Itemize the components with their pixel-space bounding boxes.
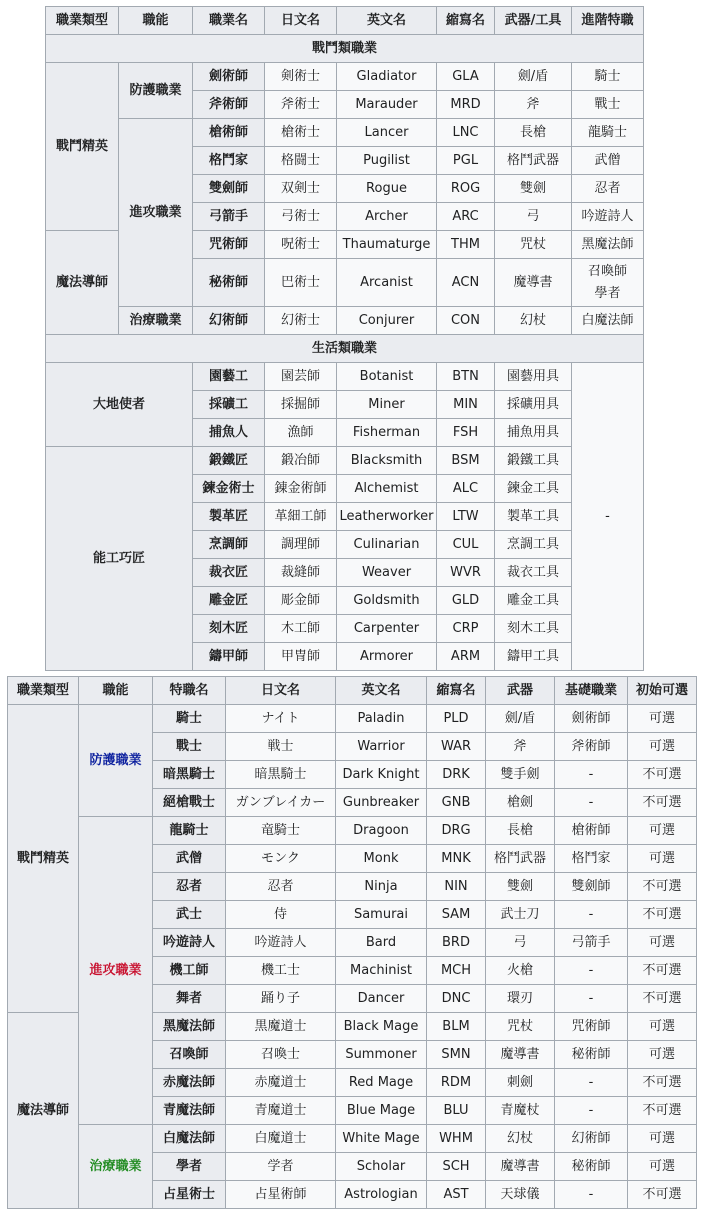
advanced-job: 忍者 [572, 175, 644, 203]
job-name: 騎士 [153, 705, 226, 733]
section-row [46, 35, 644, 63]
jp-name: 錬金術師 [265, 475, 337, 503]
jp-name: 調理師 [265, 531, 337, 559]
col-header: 英文名 [337, 7, 437, 35]
weapon: 長槍 [495, 119, 572, 147]
table-row [46, 63, 644, 91]
abbr: DRK [427, 761, 486, 789]
tool: 鑄甲工具 [495, 643, 572, 671]
weapon: 幻杖 [486, 1125, 555, 1153]
jp-name: 侍 [226, 901, 336, 929]
advanced-job-2: 學者 [594, 285, 621, 301]
jp-name: 彫金師 [265, 587, 337, 615]
job-name: 占星術士 [153, 1181, 226, 1209]
weapon: 格鬥武器 [495, 147, 572, 175]
en-name: Ninja [336, 873, 427, 901]
advanced-job-1: 召喚師 [587, 263, 627, 279]
jp-name: 白魔道士 [226, 1125, 336, 1153]
initial-selectable: 不可選 [628, 957, 697, 985]
en-name: Gladiator [337, 63, 437, 91]
abbr: ALC [437, 475, 495, 503]
weapon: 雙手劍 [486, 761, 555, 789]
weapon: 雙劍 [495, 175, 572, 203]
weapon: 魔導書 [486, 1153, 555, 1181]
abbr: BLM [427, 1013, 486, 1041]
abbr: ROG [437, 175, 495, 203]
initial-selectable: 不可選 [628, 1069, 697, 1097]
job-name: 武僧 [153, 845, 226, 873]
en-name: Warrior [336, 733, 427, 761]
class-name: 秘術師 [193, 259, 265, 307]
abbr: WHM [427, 1125, 486, 1153]
jp-name: 木工師 [265, 615, 337, 643]
abbr: CRP [437, 615, 495, 643]
base-class: 劍術師 [555, 705, 628, 733]
en-name: Scholar [336, 1153, 427, 1181]
en-name: Thaumaturge [337, 231, 437, 259]
job-name: 召喚師 [153, 1041, 226, 1069]
abbr: MIN [437, 391, 495, 419]
col-header: 職能 [119, 7, 193, 35]
en-name: Pugilist [337, 147, 437, 175]
col-header: 初始可選 [628, 677, 697, 705]
class-name: 幻術師 [193, 307, 265, 335]
initial-selectable: 不可選 [628, 789, 697, 817]
base-class: - [555, 1097, 628, 1125]
en-name: Dragoon [336, 817, 427, 845]
class-name: 雕金匠 [193, 587, 265, 615]
en-name: Gunbreaker [336, 789, 427, 817]
class-name: 劍術師 [193, 63, 265, 91]
tool: 刻木工具 [495, 615, 572, 643]
jp-name: 吟遊詩人 [226, 929, 336, 957]
tool: 雕金工具 [495, 587, 572, 615]
advanced-job: 白魔法師 [572, 307, 644, 335]
class-name: 製革匠 [193, 503, 265, 531]
abbr: SMN [427, 1041, 486, 1069]
advanced-job-none: - [572, 363, 644, 671]
class-name: 咒術師 [193, 231, 265, 259]
en-name: Rogue [337, 175, 437, 203]
col-header: 武器/工具 [495, 7, 572, 35]
jp-name: ガンブレイカー [226, 789, 336, 817]
jp-name: 園芸師 [265, 363, 337, 391]
type-cell: 大地使者 [46, 363, 193, 447]
section-row [46, 335, 644, 363]
weapon: 斧 [486, 733, 555, 761]
col-header: 進階特職 [572, 7, 644, 35]
col-header: 基礎職業 [555, 677, 628, 705]
jp-name: 機工士 [226, 957, 336, 985]
en-name: Monk [336, 845, 427, 873]
abbr: BRD [427, 929, 486, 957]
col-header: 特職名 [153, 677, 226, 705]
job-name: 忍者 [153, 873, 226, 901]
col-header: 英文名 [336, 677, 427, 705]
base-class: - [555, 985, 628, 1013]
jp-name: 学者 [226, 1153, 336, 1181]
jp-name: 漁師 [265, 419, 337, 447]
jp-name: 巴術士 [265, 259, 337, 307]
initial-selectable: 不可選 [628, 1181, 697, 1209]
en-name: Blue Mage [336, 1097, 427, 1125]
weapon: 格鬥武器 [486, 845, 555, 873]
table-row [8, 817, 697, 845]
class-name: 採礦工 [193, 391, 265, 419]
advanced-job: 武僧 [572, 147, 644, 175]
job-name: 黑魔法師 [153, 1013, 226, 1041]
job-name: 龍騎士 [153, 817, 226, 845]
abbr: ARC [437, 203, 495, 231]
en-name: Dancer [336, 985, 427, 1013]
tool: 鍊金工具 [495, 475, 572, 503]
jp-name: 赤魔道士 [226, 1069, 336, 1097]
class-name: 鍊金術士 [193, 475, 265, 503]
type-cell: 戰鬥精英 [46, 63, 119, 231]
advanced-job: 戰士 [572, 91, 644, 119]
class-name: 弓箭手 [193, 203, 265, 231]
abbr: AST [427, 1181, 486, 1209]
abbr: PGL [437, 147, 495, 175]
type-cell: 魔法導師 [8, 1013, 79, 1209]
abbr: GLD [437, 587, 495, 615]
weapon: 弓 [486, 929, 555, 957]
initial-selectable: 可選 [628, 845, 697, 873]
weapon: 咒杖 [495, 231, 572, 259]
jp-name: 踊り子 [226, 985, 336, 1013]
role-cell: 治療職業 [79, 1125, 153, 1209]
section-title-life: 生活類職業 [46, 335, 644, 363]
en-name: White Mage [336, 1125, 427, 1153]
abbr: DNC [427, 985, 486, 1013]
job-name: 機工師 [153, 957, 226, 985]
role-cell: 治療職業 [119, 307, 193, 335]
base-class: 幻術師 [555, 1125, 628, 1153]
jp-name: 革細工師 [265, 503, 337, 531]
en-name: Botanist [337, 363, 437, 391]
col-header: 武器 [486, 677, 555, 705]
weapon: 咒杖 [486, 1013, 555, 1041]
en-name: Conjurer [337, 307, 437, 335]
jp-name: ナイト [226, 705, 336, 733]
abbr: WVR [437, 559, 495, 587]
weapon: 魔導書 [495, 259, 572, 307]
en-name: Astrologian [336, 1181, 427, 1209]
role-cell: 進攻職業 [119, 119, 193, 307]
job-table [7, 676, 697, 1209]
jp-name: 格闘士 [265, 147, 337, 175]
class-name: 裁衣匠 [193, 559, 265, 587]
jp-name: 暗黒騎士 [226, 761, 336, 789]
class-name: 鑄甲師 [193, 643, 265, 671]
jp-name: 鍛冶師 [265, 447, 337, 475]
role-cell: 進攻職業 [79, 817, 153, 1125]
initial-selectable: 可選 [628, 817, 697, 845]
base-class: 格鬥家 [555, 845, 628, 873]
base-class: 槍術師 [555, 817, 628, 845]
weapon: 火槍 [486, 957, 555, 985]
abbr: THM [437, 231, 495, 259]
base-class: 斧術師 [555, 733, 628, 761]
abbr: MNK [427, 845, 486, 873]
header-row [8, 677, 697, 705]
en-name: Blacksmith [337, 447, 437, 475]
class-name: 刻木匠 [193, 615, 265, 643]
type-cell: 魔法導師 [46, 231, 119, 335]
class-name: 捕魚人 [193, 419, 265, 447]
advanced-job [572, 259, 644, 307]
type-cell: 戰鬥精英 [8, 705, 79, 1013]
class-name: 格鬥家 [193, 147, 265, 175]
en-name: Leatherworker [337, 503, 437, 531]
initial-selectable: 可選 [628, 929, 697, 957]
base-class: - [555, 789, 628, 817]
class-name: 園藝工 [193, 363, 265, 391]
weapon: 魔導書 [486, 1041, 555, 1069]
base-class: 秘術師 [555, 1153, 628, 1181]
table-row [8, 705, 697, 733]
tool: 裁衣工具 [495, 559, 572, 587]
class-name: 雙劍師 [193, 175, 265, 203]
en-name: Arcanist [337, 259, 437, 307]
base-class: - [555, 957, 628, 985]
abbr: LNC [437, 119, 495, 147]
en-name: Weaver [337, 559, 437, 587]
tool: 採礦用具 [495, 391, 572, 419]
en-name: Culinarian [337, 531, 437, 559]
base-class: 咒術師 [555, 1013, 628, 1041]
job-name: 學者 [153, 1153, 226, 1181]
type-cell: 能工巧匠 [46, 447, 193, 671]
jp-name: 竜騎士 [226, 817, 336, 845]
abbr: ACN [437, 259, 495, 307]
jp-name: 槍術士 [265, 119, 337, 147]
abbr: WAR [427, 733, 486, 761]
tool: 烹調工具 [495, 531, 572, 559]
col-header: 日文名 [226, 677, 336, 705]
weapon: 劍/盾 [495, 63, 572, 91]
advanced-job: 黑魔法師 [572, 231, 644, 259]
en-name: Machinist [336, 957, 427, 985]
abbr: CON [437, 307, 495, 335]
base-class: - [555, 1181, 628, 1209]
abbr: SAM [427, 901, 486, 929]
role-cell: 防護職業 [119, 63, 193, 119]
col-header: 職業名 [193, 7, 265, 35]
abbr: GLA [437, 63, 495, 91]
jp-name: 青魔道士 [226, 1097, 336, 1125]
base-class: - [555, 761, 628, 789]
abbr: BLU [427, 1097, 486, 1125]
jp-name: 剣術士 [265, 63, 337, 91]
en-name: Dark Knight [336, 761, 427, 789]
col-header: 縮寫名 [437, 7, 495, 35]
jp-name: 呪術士 [265, 231, 337, 259]
initial-selectable: 可選 [628, 1013, 697, 1041]
initial-selectable: 可選 [628, 733, 697, 761]
base-class: - [555, 1069, 628, 1097]
jp-name: 甲冑師 [265, 643, 337, 671]
abbr: ARM [437, 643, 495, 671]
weapon: 幻杖 [495, 307, 572, 335]
class-name: 鍛鐵匠 [193, 447, 265, 475]
jp-name: 忍者 [226, 873, 336, 901]
weapon: 雙劍 [486, 873, 555, 901]
table-row [8, 1125, 697, 1153]
abbr: RDM [427, 1069, 486, 1097]
col-header: 日文名 [265, 7, 337, 35]
job-name: 武士 [153, 901, 226, 929]
abbr: LTW [437, 503, 495, 531]
abbr: SCH [427, 1153, 486, 1181]
col-header: 縮寫名 [427, 677, 486, 705]
en-name: Fisherman [337, 419, 437, 447]
table-row [46, 119, 644, 147]
en-name: Carpenter [337, 615, 437, 643]
jp-name: 採掘師 [265, 391, 337, 419]
initial-selectable: 可選 [628, 705, 697, 733]
en-name: Lancer [337, 119, 437, 147]
job-name: 白魔法師 [153, 1125, 226, 1153]
weapon: 斧 [495, 91, 572, 119]
base-class: 秘術師 [555, 1041, 628, 1069]
jp-name: 召喚士 [226, 1041, 336, 1069]
initial-selectable: 不可選 [628, 873, 697, 901]
jp-name: 双剣士 [265, 175, 337, 203]
weapon: 天球儀 [486, 1181, 555, 1209]
initial-selectable: 不可選 [628, 901, 697, 929]
abbr: CUL [437, 531, 495, 559]
initial-selectable: 不可選 [628, 985, 697, 1013]
abbr: MRD [437, 91, 495, 119]
class-name: 烹調師 [193, 531, 265, 559]
advanced-job: 龍騎士 [572, 119, 644, 147]
jp-name: 斧術士 [265, 91, 337, 119]
col-header: 職業類型 [46, 7, 119, 35]
weapon: 弓 [495, 203, 572, 231]
role-cell: 防護職業 [79, 705, 153, 817]
initial-selectable: 可選 [628, 1041, 697, 1069]
job-name: 青魔法師 [153, 1097, 226, 1125]
advanced-job: 騎士 [572, 63, 644, 91]
jp-name: 黒魔道士 [226, 1013, 336, 1041]
en-name: Marauder [337, 91, 437, 119]
tool: 製革工具 [495, 503, 572, 531]
en-name: Miner [337, 391, 437, 419]
initial-selectable: 可選 [628, 1125, 697, 1153]
en-name: Summoner [336, 1041, 427, 1069]
header-row [46, 7, 644, 35]
base-class: 弓箭手 [555, 929, 628, 957]
en-name: Goldsmith [337, 587, 437, 615]
en-name: Alchemist [337, 475, 437, 503]
en-name: Samurai [336, 901, 427, 929]
jp-name: 戦士 [226, 733, 336, 761]
table-row [46, 447, 644, 475]
job-name: 舞者 [153, 985, 226, 1013]
table-row [46, 307, 644, 335]
en-name: Paladin [336, 705, 427, 733]
abbr: NIN [427, 873, 486, 901]
tool: 園藝用具 [495, 363, 572, 391]
abbr: FSH [437, 419, 495, 447]
jp-name: 幻術士 [265, 307, 337, 335]
weapon: 刺劍 [486, 1069, 555, 1097]
initial-selectable: 不可選 [628, 1097, 697, 1125]
abbr: BTN [437, 363, 495, 391]
job-name: 戰士 [153, 733, 226, 761]
weapon: 槍劍 [486, 789, 555, 817]
en-name: Red Mage [336, 1069, 427, 1097]
initial-selectable: 可選 [628, 1153, 697, 1181]
job-name: 暗黑騎士 [153, 761, 226, 789]
abbr: GNB [427, 789, 486, 817]
jp-name: モンク [226, 845, 336, 873]
advanced-job: 吟遊詩人 [572, 203, 644, 231]
en-name: Bard [336, 929, 427, 957]
class-name: 斧術師 [193, 91, 265, 119]
en-name: Black Mage [336, 1013, 427, 1041]
weapon: 環刃 [486, 985, 555, 1013]
job-name: 吟遊詩人 [153, 929, 226, 957]
base-class-table [45, 6, 644, 671]
jp-name: 裁縫師 [265, 559, 337, 587]
jp-name: 占星術師 [226, 1181, 336, 1209]
base-class: 雙劍師 [555, 873, 628, 901]
weapon: 青魔杖 [486, 1097, 555, 1125]
table-row [46, 363, 644, 391]
col-header: 職業類型 [8, 677, 79, 705]
weapon: 長槍 [486, 817, 555, 845]
tool: 鍛鐵工具 [495, 447, 572, 475]
base-class: - [555, 901, 628, 929]
jp-name: 弓術士 [265, 203, 337, 231]
section-title-battle: 戰鬥類職業 [46, 35, 644, 63]
col-header: 職能 [79, 677, 153, 705]
abbr: BSM [437, 447, 495, 475]
en-name: Armorer [337, 643, 437, 671]
weapon: 劍/盾 [486, 705, 555, 733]
abbr: PLD [427, 705, 486, 733]
tool: 捕魚用具 [495, 419, 572, 447]
job-name: 絕槍戰士 [153, 789, 226, 817]
abbr: DRG [427, 817, 486, 845]
abbr: MCH [427, 957, 486, 985]
weapon: 武士刀 [486, 901, 555, 929]
job-name: 赤魔法師 [153, 1069, 226, 1097]
initial-selectable: 不可選 [628, 761, 697, 789]
class-name: 槍術師 [193, 119, 265, 147]
en-name: Archer [337, 203, 437, 231]
